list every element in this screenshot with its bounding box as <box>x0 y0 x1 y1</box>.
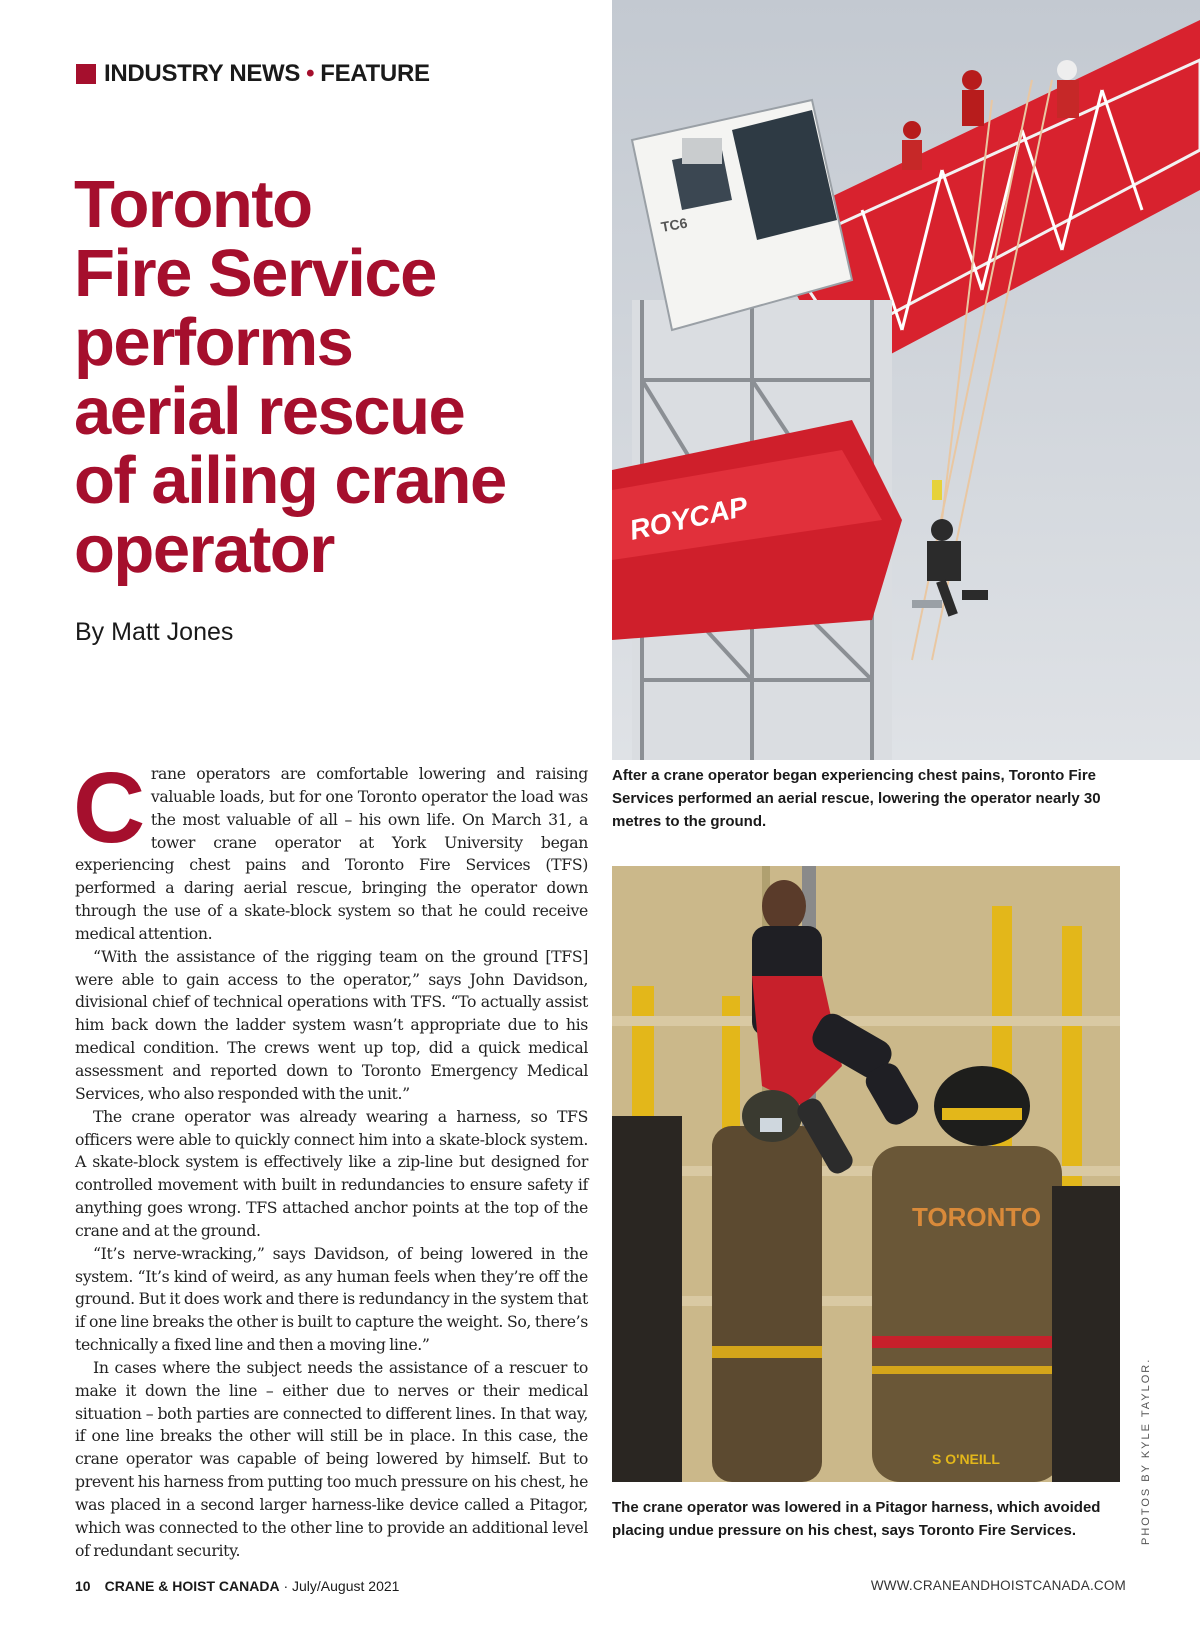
drop-cap: C <box>73 752 145 864</box>
section-label <box>76 60 430 88</box>
website-link[interactable]: WWW.CRANEANDHOISTCANADA.COM <box>870 1578 1126 1593</box>
name-tag: S O'NEILL <box>932 1451 1000 1467</box>
article-paragraph: “It’s nerve-wracking,” says Davidson, of being lowered in the system. “It’s kind of weird, as any human feels when they’re off the ground. But it does work and there is redundancy in the system that if one line breaks the other is built to capture the weight. So, there’s technically a fixed line and then a moving line.” <box>75 1243 588 1355</box>
firefighter-left <box>612 1090 822 1482</box>
firefighters-photo <box>612 866 1120 1482</box>
magazine-name: CRANE & HOIST CANADA <box>104 1578 280 1594</box>
crane-rescue-photo <box>612 0 1200 760</box>
article-paragraph: In cases where the subject needs the assistance of a rescuer to make it down the line – either due to nerves or their medical situation – both parties are connected to different lines. In that way, if one line breaks the other will still be in place. In this case, the crane operator was capable of being lowered by himself. But to prevent his harness from putting too much pressure on his chest, he was placed in a second larger harness-like device called a Pitagor, which was connected to the other line to provide an additional level of redundant security. <box>75 1357 588 1560</box>
section-right: FEATURE <box>320 60 430 87</box>
article-paragraph: The crane operator was already wearing a harness, so TFS officers were able to quickly connect him into a skate-block system. A skate-block system is effectively like a zip-line but designed for controlled movement with built in redundancies to ensure safety if anything goes wrong. TFS attached anchor points at the top of the crane and at the ground. <box>75 1106 588 1240</box>
section-separator: • <box>306 60 315 87</box>
paragraph-text: rane operators are comfortable lowering and raising valuable loads, but for one Toronto operator the load was the most valuable of all – his own life. On March 31, a tower crane operator at York University began experiencing chest pains and Toronto Fire Services (TFS) performed a daring aerial rescue, bringing the operator down through the use of a skate-block system so that he could receive medical attention. <box>75 764 588 943</box>
section-left: INDUSTRY NEWS <box>104 60 301 87</box>
footer-left <box>75 1578 399 1594</box>
article-paragraph: “With the assistance of the rigging team on the ground [TFS] were able to gain access to the operator,” says John Davidson, divisional chief of technical operations with TFS. “To actually assist him back down the ladder system wasn’t appropriate due to his medical condition. The crews went up top, did a quick medical assessment and reported down to Toronto Emergency Medical Services, who also responded with the unit.” <box>75 946 588 1103</box>
headline-line: operator <box>74 512 334 587</box>
article-paragraph <box>73 752 588 946</box>
article-body <box>73 752 588 1563</box>
brand-label: ROYCAP <box>626 490 751 546</box>
crane-rescue-illustration <box>612 0 1200 760</box>
section-marker <box>76 64 96 84</box>
cab-label: TC6 <box>659 214 689 235</box>
headline-line: of ailing crane <box>74 443 506 518</box>
byline: By Matt Jones <box>75 618 234 646</box>
photo-credit: PHOTOS BY KYLE TAYLOR. <box>1140 1357 1152 1545</box>
headline <box>74 167 594 587</box>
headline-line: aerial rescue <box>74 374 465 449</box>
page-number: 10 <box>75 1578 91 1594</box>
headline-line: performs <box>74 305 353 380</box>
jacket-label: TORONTO <box>912 1202 1042 1232</box>
issue-date: · July/August 2021 <box>283 1578 400 1594</box>
headline-line: Fire Service <box>74 236 436 311</box>
top-photo-caption: After a crane operator began experiencing chest pains, Toronto Fire Services performed an aerial rescue, lowering the operator nearly 30 metres to the ground. <box>612 767 1101 830</box>
headline-line: Toronto <box>74 167 312 242</box>
bottom-photo-caption: The crane operator was lowered in a Pitagor harness, which avoided placing undue pressure on his chest, says Toronto Fire Services. <box>612 1499 1101 1539</box>
firefighters-illustration <box>612 866 1120 1482</box>
